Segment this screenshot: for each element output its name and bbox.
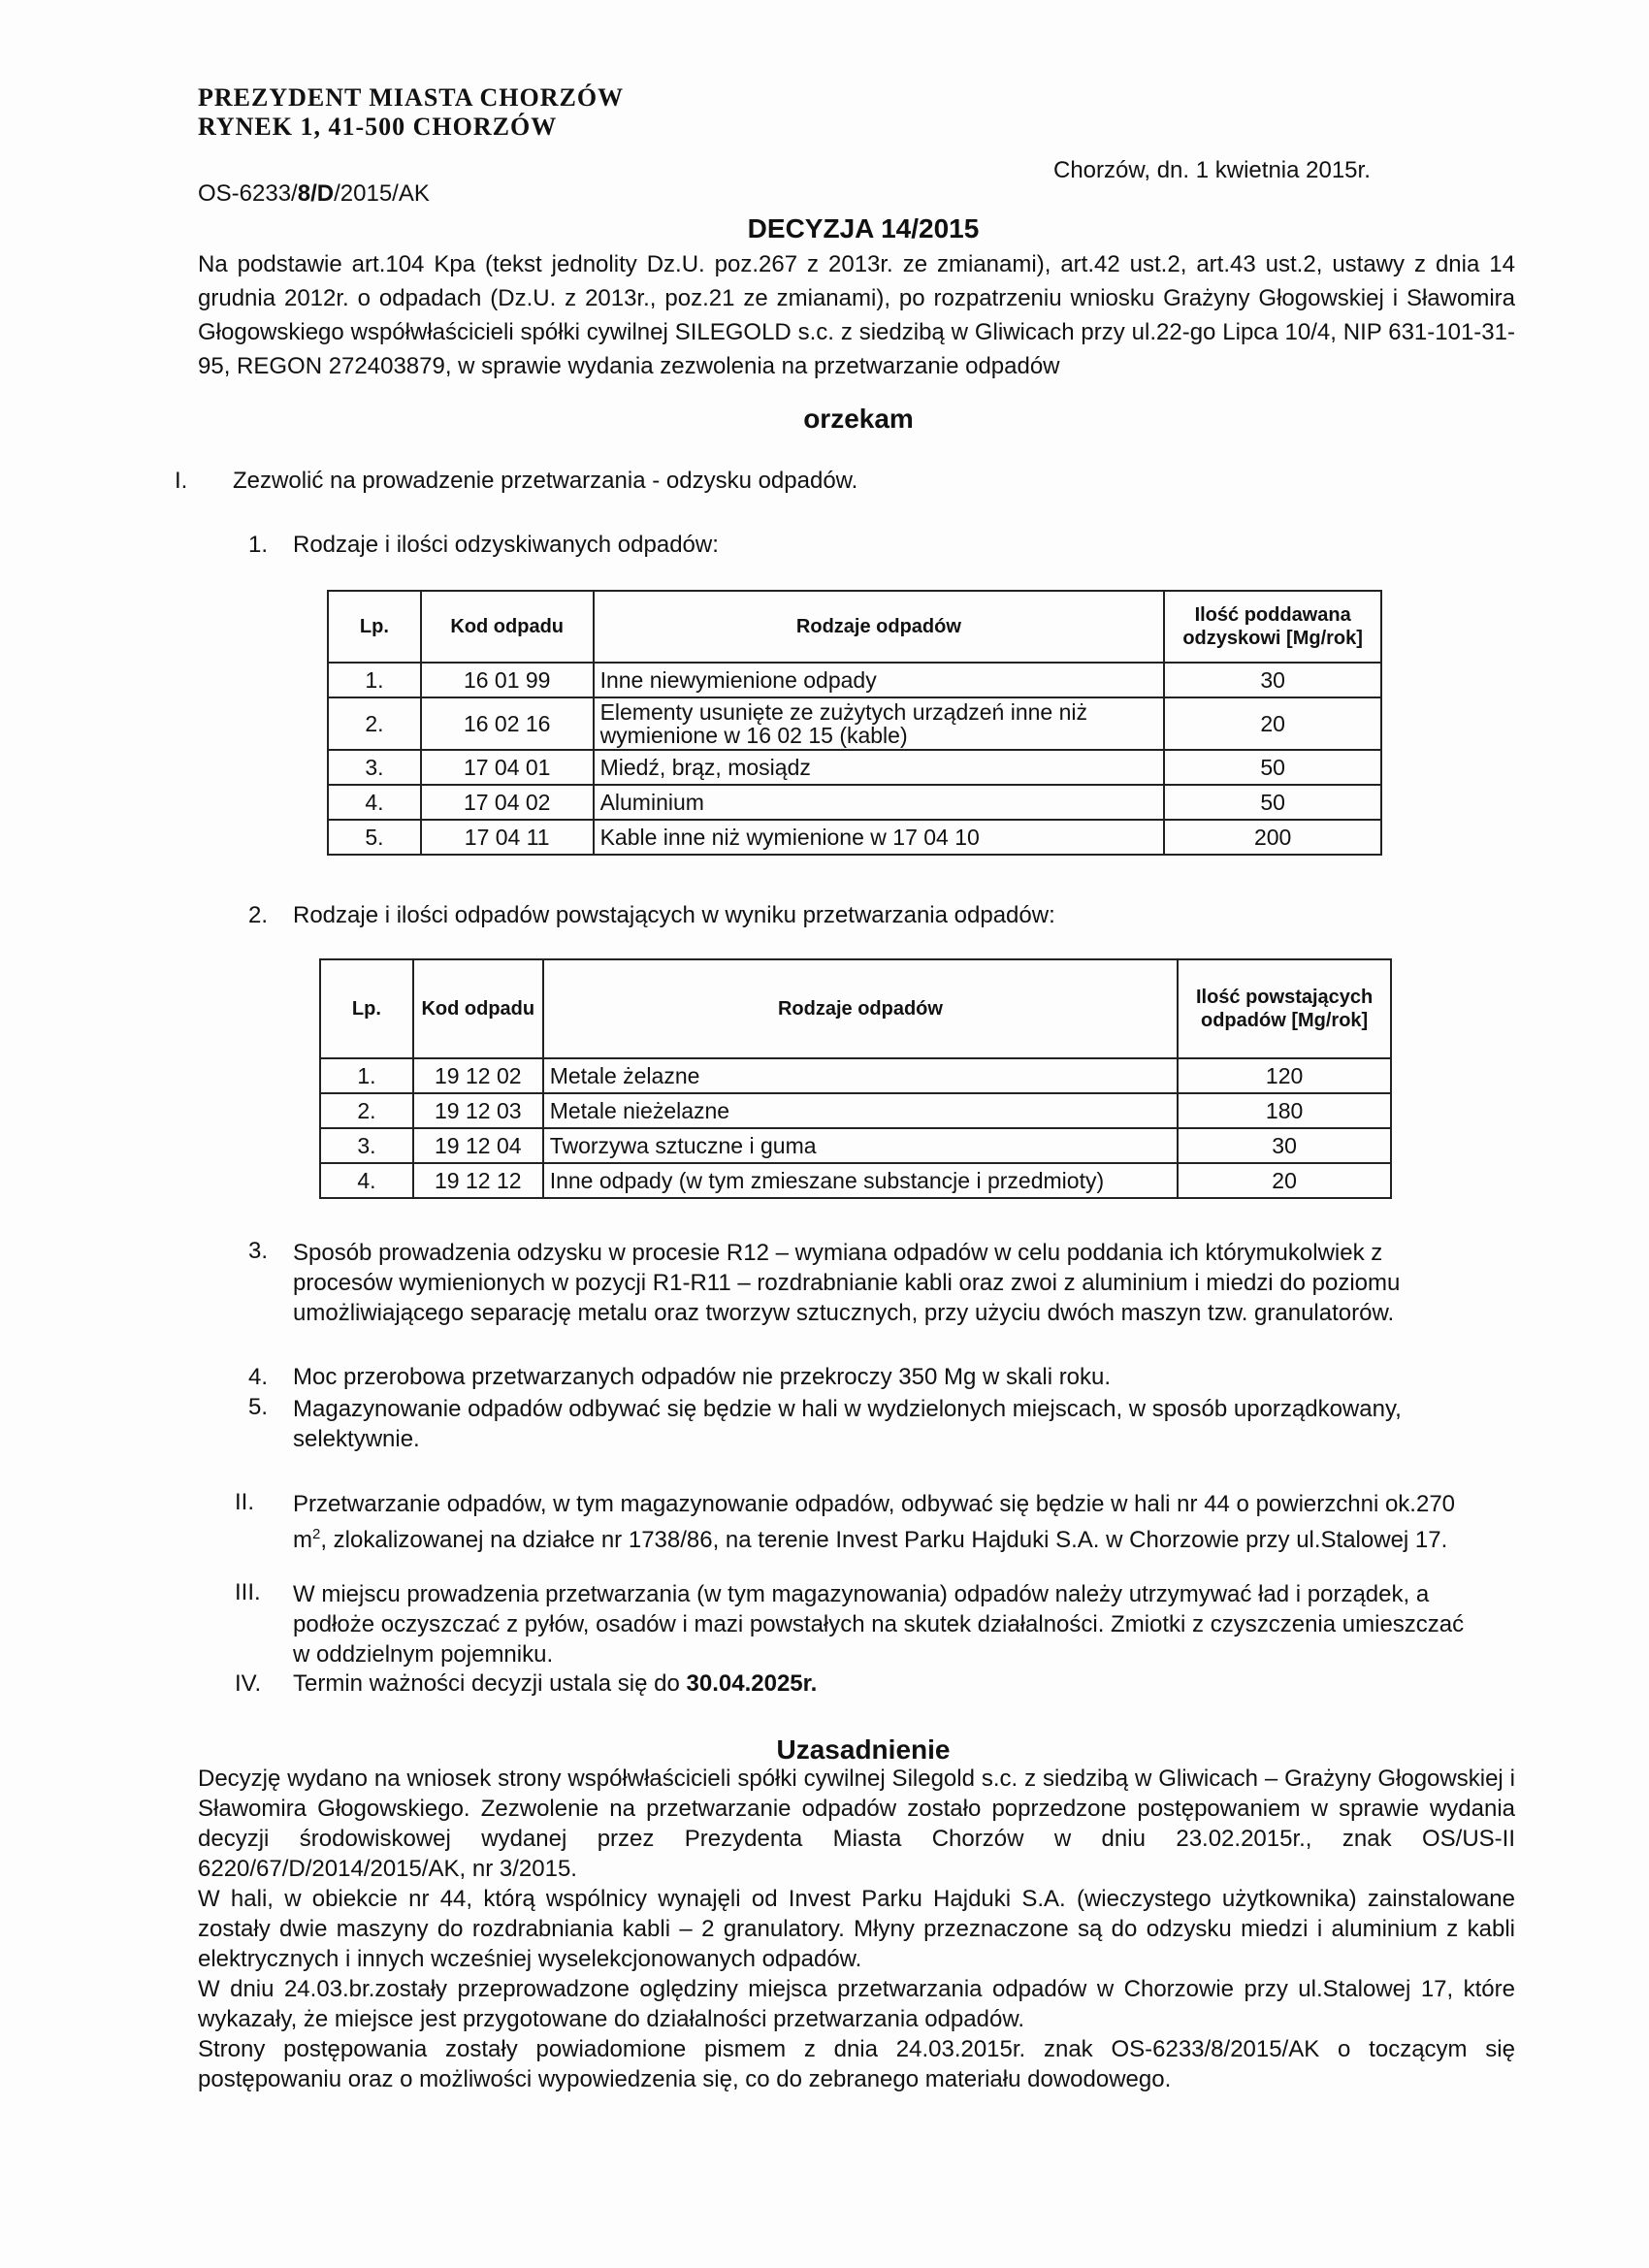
cell-type: Inne odpady (w tym zmieszane substancje i przedmioty) [543,1163,1179,1198]
decision-title: DECYZJA 14/2015 [747,213,980,243]
cell-qty: 20 [1178,1163,1391,1198]
cell-lp: 3. [320,1128,413,1163]
cell-code: 19 12 02 [413,1058,543,1093]
section-II-num: II. [235,1489,255,1515]
cell-qty: 50 [1164,785,1381,820]
place-date: Chorzów, dn. 1 kwietnia 2015r. [1053,157,1371,183]
reference-suffix: /2015/AK [334,180,430,207]
authority-line-1: PREZYDENT MIASTA CHORZÓW [198,83,625,112]
header-code: Kod odpadu [413,959,543,1058]
point-3-num: 3. [248,1238,269,1264]
table-header-row [320,959,1391,1058]
table-row [328,697,1381,750]
header-lp: Lp. [328,591,421,663]
cell-qty: 50 [1164,750,1381,785]
justification-paragraph: W hali, w obiekcie nr 44, którą wspólnicy wynajęli od Invest Parku Hajduki S.A. (wieczystego użytkownika) zainstalowane zostały dwie maszyny do rozdrabniania kabli – 2 granulatory. Młyny przeznaczone są do odzysku miedzi i aluminium z kabli elektrycznych i innych wcześniej wyselekcjonowanych odpadów. [198,1886,1515,1972]
section-III [235,1579,1486,1669]
cell-code: 19 12 03 [413,1093,543,1128]
cell-qty: 200 [1164,820,1381,855]
cell-type: Kable inne niż wymienione w 17 04 10 [594,820,1165,855]
cell-lp: 2. [328,697,421,750]
table-row [320,1163,1391,1198]
section-IV [235,1670,1486,1698]
intro-paragraph: Na podstawie art.104 Kpa (tekst jednolity Dz.U. poz.267 z 2013r. ze zmianami), art.42 ust.2, art.43 ust.2, ustawy z dnia 14 grudnia 2012r. o odpadach (Dz.U. z 2013r., poz.21 ze zmianami), po rozpatrzeniu wniosku Grażyny Głogowskiej i Sławomira Głogowskiego współwłaścicieli spółki cywilnej SILEGOLD s.c. z siedzibą w Gliwicach przy ul.22-go Lipca 10/4, NIP 631-101-31-95, REGON 272403879, w sprawie wydania zezwolenia na przetwarzanie odpadów [198,251,1515,379]
produced-waste-table [319,958,1392,1199]
section-I-text: Zezwolić na prowadzenie przetwarzania - odzysku odpadów. [233,468,858,494]
justification-paragraph: Strony postępowania zostały powiadomione pismem z dnia 24.03.2015r. znak OS-6233/8/2015/AK o toczącym się postępowaniu oraz o możliwości wypowiedzenia się, co do zebranego materiału dowodowego. [198,2036,1515,2092]
table-row [320,1128,1391,1163]
point-5 [248,1394,1457,1454]
recovered-waste-table [327,590,1382,856]
cell-type: Elementy usunięte ze zużytych urządzeń inne niż wymienione w 16 02 15 (kable) [594,697,1165,750]
cell-code: 16 02 16 [421,697,594,750]
reference-bold-2: D [316,180,335,207]
cell-type: Miedź, brąz, mosiądz [594,750,1165,785]
orzekam-heading: orzekam [803,404,914,434]
table-header-row [328,591,1381,663]
table-row [320,1058,1391,1093]
cell-code: 17 04 01 [421,750,594,785]
point-3-text: Sposób prowadzenia odzysku w procesie R12 – wymiana odpadów w celu poddania ich którymukolwiek z procesów wymienionych w pozycji R1-R11 – rozdrabnianie kabli oraz zwoi z aluminium i miedzi do poziomu umożliwiającego separację metalu oraz tworzyw sztucznych, przy użyciu dwóch maszyn tzw. granulatorów. [293,1240,1401,1326]
reference-sep: / [310,180,317,207]
cell-type: Inne niewymienione odpady [594,663,1165,697]
section-III-num: III. [235,1579,261,1605]
cell-lp: 2. [320,1093,413,1128]
point-2-num: 2. [248,902,269,928]
cell-lp: 4. [320,1163,413,1198]
point-4-num: 4. [248,1364,269,1390]
point-2-text: Rodzaje i ilości odpadów powstających w wyniku przetwarzania odpadów: [293,902,1055,928]
cell-code: 19 12 04 [413,1128,543,1163]
cell-code: 17 04 02 [421,785,594,820]
header-lp: Lp. [320,959,413,1058]
cell-lp: 4. [328,785,421,820]
cell-qty: 20 [1164,697,1381,750]
cell-qty: 120 [1178,1058,1391,1093]
cell-lp: 5. [328,820,421,855]
validity-date: 30.04.2025r. [686,1670,818,1697]
section-IV-num: IV. [235,1670,262,1697]
cell-code: 16 01 99 [421,663,594,697]
point-5-num: 5. [248,1394,269,1420]
section-I-num: I. [175,468,188,494]
section-II [235,1489,1486,1555]
reference-number [198,180,430,208]
table-row [328,785,1381,820]
reference-bold-1: 8 [297,180,311,207]
reference-prefix: OS-6233/ [198,180,298,207]
section-II-text-a: Przetwarzanie odpadów, w tym magazynowanie odpadów, odbywać się będzie w hali nr 44 o powierzchni ok.270 m [293,1491,1456,1553]
table-row [328,750,1381,785]
cell-lp: 1. [328,663,421,697]
cell-lp: 1. [320,1058,413,1093]
section-II-text [293,1489,1486,1555]
point-1 [248,532,1564,559]
cell-qty: 30 [1178,1128,1391,1163]
header-qty: Ilość poddawana odzyskowi [Mg/rok] [1164,591,1381,663]
point-1-num: 1. [248,532,269,558]
header-type: Rodzaje odpadów [594,591,1165,663]
cell-type: Aluminium [594,785,1165,820]
cell-type: Metale żelazne [543,1058,1179,1093]
point-4-text: Moc przerobowa przetwarzanych odpadów nie przekroczy 350 Mg w skali roku. [293,1364,1112,1390]
area-superscript: 2 [312,1526,321,1542]
justification-paragraph: Decyzję wydano na wniosek strony współwłaścicieli spółki cywilnej Silegold s.c. z siedzibą w Gliwicach – Grażyny Głogowskiej i Sławomira Głogowskiego. Zezwolenie na przetwarzanie odpadów zostało poprzedzone postępowaniem w sprawie wydania decyzji środowiskowej wydanej przez Prezydenta Miasta Chorzów w dniu 23.02.2015r., znak OS/US-II 6220/67/D/2014/2015/AK, nr 3/2015. [198,1766,1515,1882]
justification-body [198,1764,1515,2094]
cell-qty: 180 [1178,1093,1391,1128]
authority-line-2: RYNEK 1, 41-500 CHORZÓW [198,113,558,141]
point-2 [248,902,1564,929]
point-4 [248,1364,1457,1391]
section-I [175,468,1504,495]
cell-type: Tworzywa sztuczne i guma [543,1128,1179,1163]
section-III-text: W miejscu prowadzenia przetwarzania (w tym magazynowania) odpadów należy utrzymywać ład i porządek, a podłoże oczyszczać z pyłów, osadów i mazi powstałych na skutek działalności. Zmiotki z czyszczenia umieszczać w oddzielnym pojemniku. [293,1581,1465,1668]
justification-paragraph: W dniu 24.03.br.zostały przeprowadzone oględziny miejsca przetwarzania odpadów w Chorzowie przy ul.Stalowej 17, które wykazały, że miejsce jest przygotowane do działalności przetwarzania odpadów. [198,1976,1515,2032]
point-3 [248,1238,1457,1328]
justification-heading: Uzasadnienie [776,1734,951,1765]
table-row [320,1093,1391,1128]
header-type: Rodzaje odpadów [543,959,1179,1058]
table-row [328,820,1381,855]
point-5-text: Magazynowanie odpadów odbywać się będzie w hali w wydzielonych miejscach, w sposób uporządkowany, selektywnie. [293,1396,1402,1452]
cell-lp: 3. [328,750,421,785]
cell-qty: 30 [1164,663,1381,697]
cell-code: 19 12 12 [413,1163,543,1198]
table-row [328,663,1381,697]
section-II-text-b: , zlokalizowanej na działce nr 1738/86, na terenie Invest Parku Hajduki S.A. w Chorzowie przy ul.Stalowej 17. [320,1527,1448,1553]
point-1-text: Rodzaje i ilości odzyskiwanych odpadów: [293,532,719,558]
header-qty: Ilość powstających odpadów [Mg/rok] [1178,959,1391,1058]
cell-code: 17 04 11 [421,820,594,855]
header-code: Kod odpadu [421,591,594,663]
cell-type: Metale nieżelazne [543,1093,1179,1128]
section-IV-text: Termin ważności decyzji ustala się do [293,1670,687,1697]
